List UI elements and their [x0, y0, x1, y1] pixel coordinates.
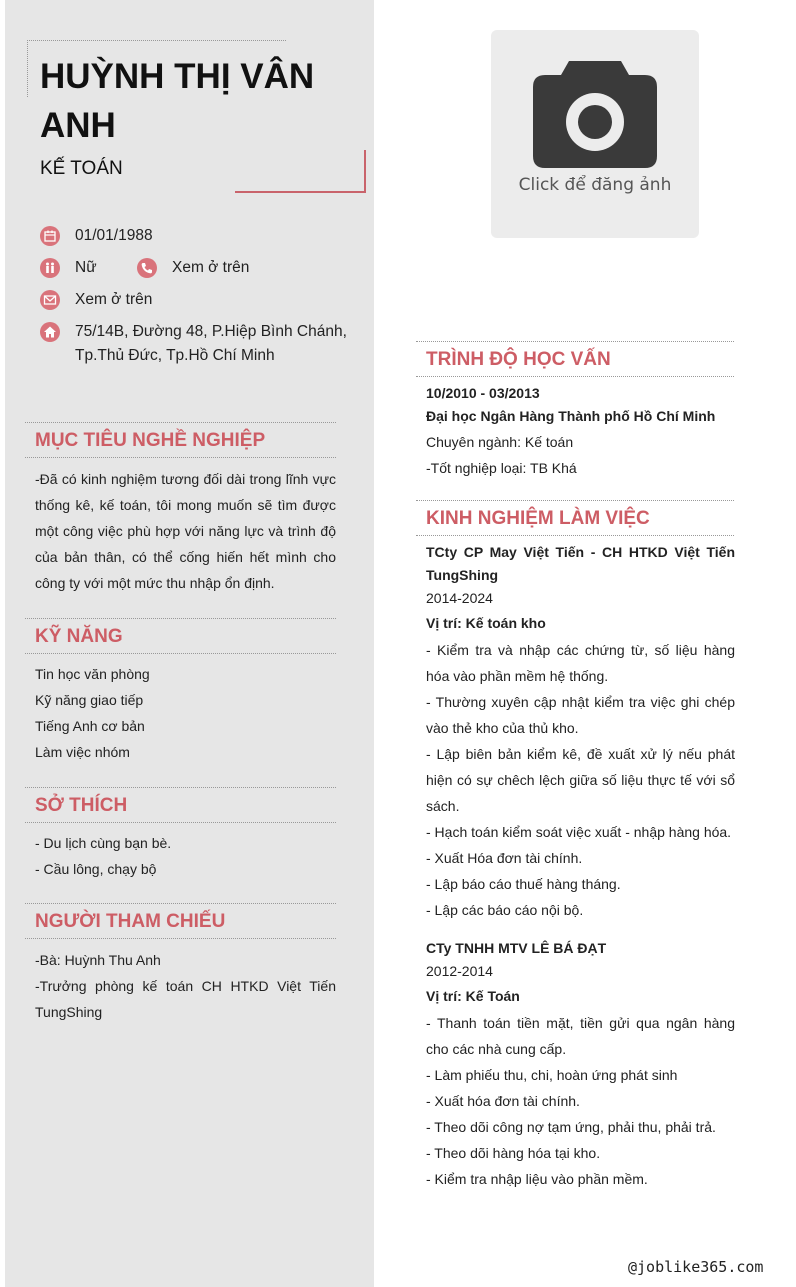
education-period: 10/2010 - 03/2013	[426, 385, 540, 401]
accent-line	[235, 150, 366, 193]
education-grade: -Tốt nghiệp loại: TB Khá	[426, 460, 577, 476]
job-company: CTy TNHH MTV LÊ BÁ ĐẠT	[426, 940, 607, 956]
job-duty: - Xuất Hóa đơn tài chính.	[426, 850, 583, 866]
education-header	[416, 341, 734, 377]
calendar-icon	[40, 226, 60, 246]
skills-header	[25, 618, 336, 654]
address-line-1: 75/14B, Đường 48, P.Hiệp Bình Chánh,	[75, 323, 347, 340]
job-duty: - Làm phiếu thu, chi, hoàn ứng phát sinh	[426, 1067, 678, 1083]
hobbies-header	[25, 787, 336, 823]
email-icon	[40, 290, 60, 310]
job-duty: - Kiểm tra nhập liệu vào phần mềm.	[426, 1171, 648, 1187]
photo-caption: Click để đăng ảnh	[518, 175, 672, 195]
job-company: TCty CP May Việt Tiến - CH HTKD Việt Tiến TungShing	[426, 544, 735, 583]
job-title: KẾ TOÁN	[40, 158, 123, 179]
references-header	[25, 903, 336, 939]
footer-watermark: @joblike365.com	[628, 1258, 764, 1276]
job-duty: - Lập báo cáo thuế hàng tháng.	[426, 876, 621, 892]
job-duty: - Theo dõi công nợ tạm ứng, phải thu, phải trả.	[426, 1119, 716, 1135]
list-item: - Cầu lông, chạy bộ	[35, 861, 157, 877]
photo-upload[interactable]	[491, 30, 699, 238]
job-duty: - Xuất hóa đơn tài chính.	[426, 1093, 580, 1109]
education-major: Chuyên ngành: Kế toán	[426, 434, 574, 450]
job-period: 2014-2024	[426, 590, 493, 606]
list-item: Kỹ năng giao tiếp	[35, 692, 144, 708]
job-duty: - Lập các báo cáo nội bộ.	[426, 902, 584, 918]
skills-list	[35, 661, 150, 765]
address	[75, 320, 347, 368]
job-duty: - Theo dõi hàng hóa tại kho.	[426, 1145, 601, 1161]
job-position: Vị trí: Kế toán kho	[426, 615, 546, 631]
education-school: Đại học Ngân Hàng Thành phố Hồ Chí Minh	[426, 408, 716, 424]
job-position: Vị trí: Kế Toán	[426, 988, 520, 1004]
skills-title: KỸ NĂNG	[35, 626, 123, 647]
list-item: Tiếng Anh cơ bản	[35, 718, 145, 734]
list-item: - Du lịch cùng bạn bè.	[35, 835, 172, 851]
job-entry	[426, 937, 735, 1192]
job-duty: - Lập biên bản kiểm kê, đề xuất xử lý nếu phát hiện có sự chêch lệch giữa số liệu thực tế với sổ sách.	[426, 746, 735, 814]
references-title: NGƯỜI THAM CHIẾU	[35, 911, 226, 932]
job-entry	[426, 541, 735, 923]
reference-name	[35, 947, 161, 973]
hobbies-title: SỞ THÍCH	[35, 795, 128, 816]
list-item: Làm việc nhóm	[35, 744, 130, 760]
camera-icon	[533, 61, 657, 168]
objective-header	[25, 422, 336, 458]
job-duty: - Thanh toán tiền mặt, tiền gửi qua ngân hàng cho các nhà cung cấp.	[426, 1015, 735, 1057]
home-icon	[40, 322, 60, 342]
gender-icon	[40, 258, 60, 278]
job-duty: - Thường xuyên cập nhật kiểm tra việc ghi chép vào thẻ kho của thủ kho.	[426, 694, 735, 736]
job-duty: - Kiểm tra và nhập các chứng từ, số liệu hàng hóa vào phần mềm hệ thống.	[426, 642, 735, 684]
list-item: Tin học văn phòng	[35, 666, 150, 682]
education-title: TRÌNH ĐỘ HỌC VẤN	[426, 349, 611, 370]
email: Xem ở trên	[75, 291, 153, 308]
birthdate: 01/01/1988	[75, 227, 153, 244]
gender: Nữ	[75, 259, 97, 276]
phone: Xem ở trên	[172, 259, 250, 276]
objective-text: -Đã có kinh nghiệm tương đối dài trong lĩnh vực thống kê, kế toán, tôi mong muốn sẽ tìm được một công việc phù hợp với năng lực và trình độ của bản thân, có thể cống hiến hết mình cho công ty với một mức thu nhập ổn định.	[35, 471, 336, 591]
address-line-2: Tp.Thủ Đức, Tp.Hồ Chí Minh	[75, 347, 275, 364]
education-entry	[426, 382, 735, 481]
candidate-name: HUỲNH THỊ VÂN ANH	[40, 57, 315, 145]
experience-header	[416, 500, 734, 536]
experience-title: KINH NGHIỆM LÀM VIỆC	[426, 508, 650, 529]
job-duty: - Hạch toán kiểm soát việc xuất - nhập hàng hóa.	[426, 824, 732, 840]
objective-title: MỤC TIÊU NGHỀ NGHIỆP	[35, 430, 266, 451]
reference-name-text: -Bà: Huỳnh Thu Anh	[35, 952, 161, 968]
phone-icon	[137, 258, 157, 278]
job-period: 2012-2014	[426, 963, 493, 979]
hobbies-list	[35, 830, 171, 882]
reference-detail: -Trưởng phòng kế toán CH HTKD Việt Tiến TungShing	[35, 978, 336, 1020]
